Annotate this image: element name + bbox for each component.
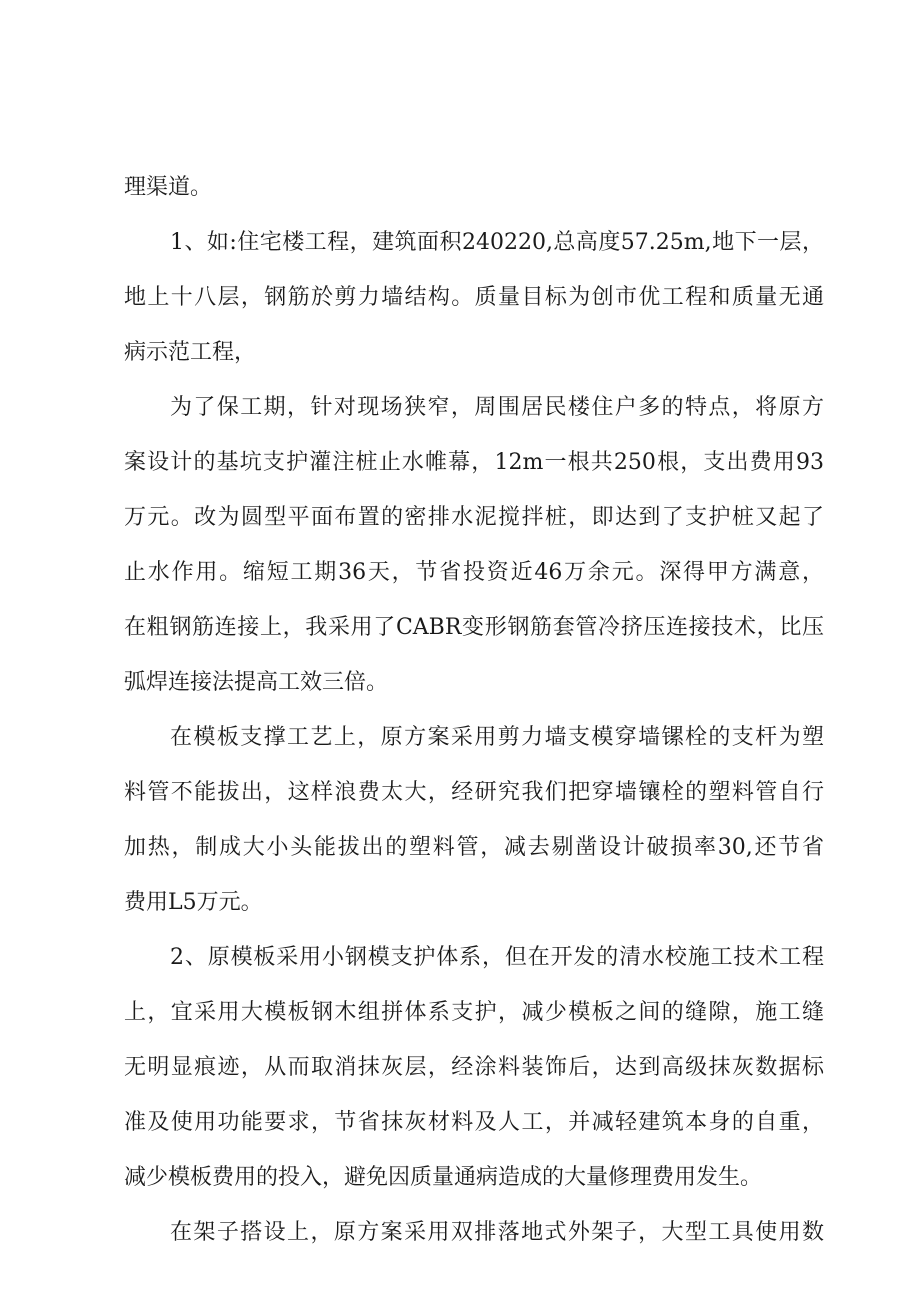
text-line: 病示范工程， xyxy=(124,340,257,365)
text-line: 在粗钢筋连接上，我采用了CABR变形钢筋套管冷挤压连接技术，比压 xyxy=(124,615,824,640)
text-line: 料管不能拔出，这样浪费太大，经研究我们把穿墙镶栓的塑料管自行 xyxy=(124,780,824,805)
text-line: 为了保工期，针对现场狭窄，周围居民楼住户多的特点，将原方 xyxy=(170,395,824,420)
text-line: 案设计的基坑支护灌注桩止水帷幕，12m一根共250根，支出费用93 xyxy=(124,450,824,475)
text-line: 上，宜采用大模板钢木组拼体系支护，减少模板之间的缝隙，施工缝 xyxy=(124,1000,824,1025)
text-line: 万元。改为圆型平面布置的密排水泥搅拌桩，即达到了支护桩又起了 xyxy=(124,505,824,530)
text-line: 无明显痕迹，从而取消抹灰层，经涂料装饰后，达到高级抹灰数据标 xyxy=(124,1055,824,1080)
text-line: 地上十八层，钢筋於剪力墙结构。质量目标为创市优工程和质量无通 xyxy=(124,285,824,310)
text-line: 在模板支撑工艺上，原方案采用剪力墙支模穿墙镙栓的支杆为塑 xyxy=(170,725,824,750)
text-line: 在架子搭设上，原方案采用双排落地式外架子，大型工具使用数 xyxy=(170,1220,824,1245)
text-line: 弧焊连接法提高工效三倍。 xyxy=(124,670,389,695)
text-line: 加热，制成大小头能拔出的塑料管，减去剔凿设计破损率30,还节省 xyxy=(124,835,824,860)
text-line: 费用L5万元。 xyxy=(124,890,263,915)
body-text xyxy=(124,160,824,1260)
text-line: 止水作用。缩短工期36天，节省投资近46万余元。深得甲方满意， xyxy=(124,560,824,585)
text-line: 1、如:住宅楼工程，建筑面积240220,总高度57.25m,地下一层， xyxy=(170,230,824,255)
text-line: 准及使用功能要求，节省抹灰材料及人工，并减轻建筑本身的自重， xyxy=(124,1110,824,1135)
text-line: 减少模板费用的投入，避免因质量通病造成的大量修理费用发生。 xyxy=(124,1165,763,1190)
text-line: 2、原模板采用小钢模支护体系，但在开发的清水校施工技术工程 xyxy=(170,945,824,970)
text-line: 理渠道。 xyxy=(124,175,213,200)
